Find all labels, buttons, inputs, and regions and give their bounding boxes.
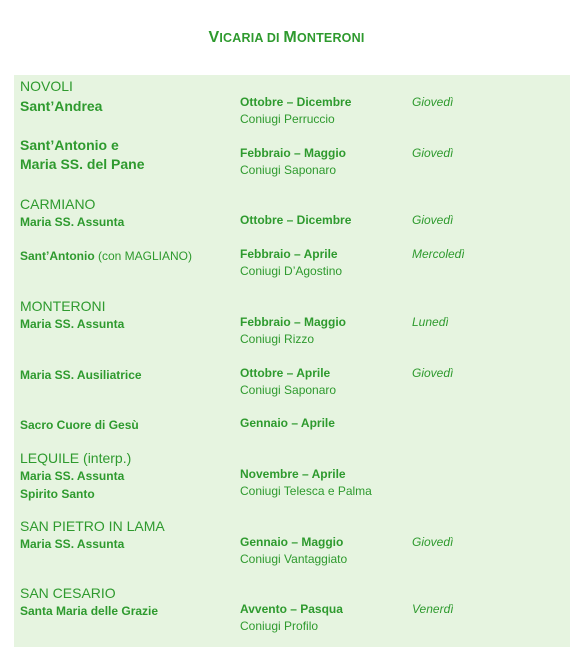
- weekday: Venerdì: [412, 602, 454, 616]
- weekday: Giovedì: [412, 213, 454, 227]
- parish-name-line2: Maria SS. del Pane: [20, 156, 145, 172]
- period: Febbraio – Maggio: [240, 315, 347, 329]
- town-san-cesario: SAN CESARIO: [20, 585, 116, 601]
- period: Ottobre – Aprile: [240, 366, 331, 380]
- parish-name: Maria SS. Assunta: [20, 469, 125, 483]
- parish-name: [20, 248, 192, 264]
- page-title: [0, 29, 573, 47]
- parish-name-main: Sant’Antonio: [20, 249, 95, 263]
- town-carmiano: CARMIANO: [20, 196, 96, 212]
- period: Novembre – Aprile: [240, 467, 346, 481]
- couple: Coniugi Vantaggiato: [240, 552, 348, 566]
- parish-name: Maria SS. Assunta: [20, 317, 125, 331]
- couple: Coniugi D’Agostino: [240, 264, 343, 278]
- period: Febbraio – Maggio: [240, 146, 347, 160]
- couple: Coniugi Saponaro: [240, 383, 337, 397]
- weekday: Lunedì: [412, 315, 449, 329]
- town-monteroni: MONTERONI: [20, 298, 106, 314]
- title-initial-2: M: [283, 29, 297, 46]
- period: Gennaio – Aprile: [240, 416, 335, 430]
- title-initial-1: V: [208, 29, 220, 46]
- town-lequile: LEQUILE (interp.): [20, 450, 132, 466]
- town-novoli: NOVOLI: [20, 78, 73, 94]
- parish-note: (con MAGLIANO): [94, 249, 193, 263]
- parish-name: Sacro Cuore di Gesù: [20, 418, 139, 432]
- period: Avvento – Pasqua: [240, 602, 343, 616]
- title-rest-1: ICARIA DI: [219, 31, 284, 45]
- couple: Coniugi Profilo: [240, 619, 319, 633]
- weekday: Giovedì: [412, 366, 454, 380]
- weekday: Giovedì: [412, 146, 454, 160]
- parish-name: Maria SS. Assunta: [20, 215, 125, 229]
- couple: Coniugi Rizzo: [240, 332, 315, 346]
- parish-name: Sant’Andrea: [20, 98, 103, 114]
- couple: Coniugi Telesca e Palma: [240, 484, 372, 498]
- weekday: Giovedì: [412, 95, 454, 109]
- parish-name: Maria SS. Ausiliatrice: [20, 368, 142, 382]
- weekday: Mercoledì: [412, 247, 465, 261]
- title-rest-2: ONTERONI: [296, 31, 365, 45]
- parish-name-line2: Spirito Santo: [20, 487, 95, 501]
- parish-name: Santa Maria delle Grazie: [20, 604, 159, 618]
- schedule-panel: [14, 75, 570, 647]
- weekday: Giovedì: [412, 535, 454, 549]
- period: Ottobre – Dicembre: [240, 213, 352, 227]
- period: Febbraio – Aprile: [240, 247, 338, 261]
- period: Gennaio – Maggio: [240, 535, 344, 549]
- parish-name: Sant’Antonio e: [20, 137, 119, 153]
- period: Ottobre – Dicembre: [240, 95, 352, 109]
- parish-name: Maria SS. Assunta: [20, 537, 125, 551]
- couple: Coniugi Perruccio: [240, 112, 335, 126]
- town-san-pietro-in-lama: SAN PIETRO IN LAMA: [20, 518, 165, 534]
- couple: Coniugi Saponaro: [240, 163, 337, 177]
